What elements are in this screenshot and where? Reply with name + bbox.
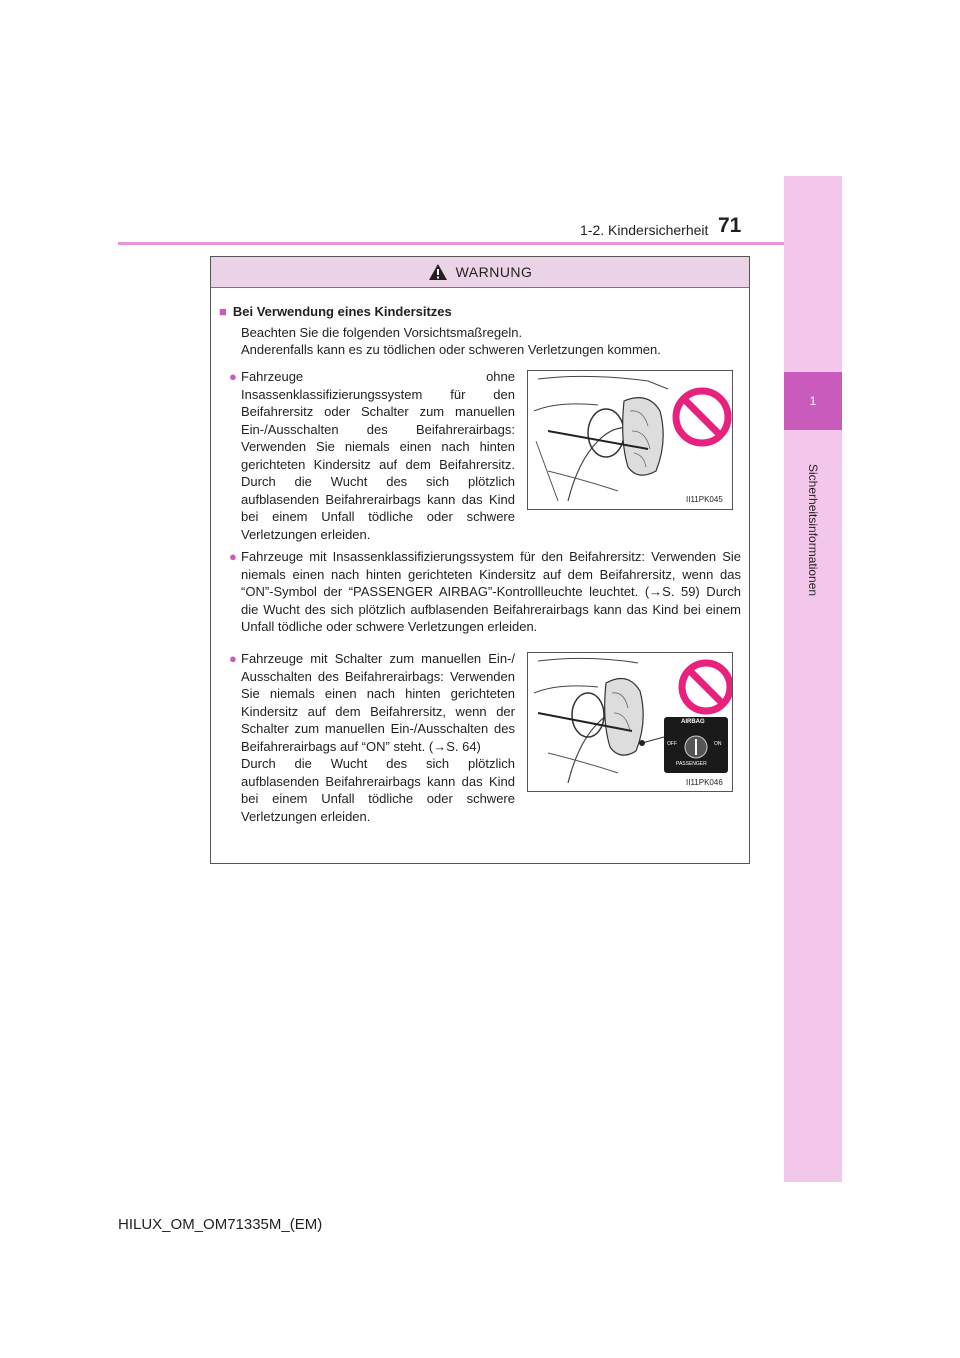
figure-airbag-with-switch: [527, 652, 733, 792]
figure-1-id: II11PK045: [686, 495, 723, 504]
item-2-text: Fahrzeuge mit Insassenklassifizierungssystem für den Beifahrersitz: Verwenden Sie niemals einen nach hinten gerichteten Kindersitz auf dem Beifahrersitz, wenn das “ON”-Symbol der “PASSENGER AIRBAG”-Kontrollleuchte leuchtet. (→S. 59) Durch die Wucht des sich plötzlich aufblasenden Beifahrerairbags kann das Kind bei einem Unfall tödliche oder schwere Verletzungen erleiden.: [241, 549, 741, 634]
list-item-3: [229, 650, 515, 825]
list-item-2: [229, 548, 741, 636]
switch-bottom-label: PASSENGER: [676, 761, 707, 767]
list-item-1: [229, 368, 515, 543]
warning-intro: [241, 324, 741, 358]
warning-header: [211, 257, 749, 288]
document-code: HILUX_OM_OM71335M_(EM): [118, 1216, 323, 1233]
bullet-icon: ●: [229, 369, 237, 384]
chapter-number-tab[interactable]: [784, 372, 842, 430]
intro-line-2: Anderenfalls kann es zu tödlichen oder schweren Verletzungen kommen.: [241, 342, 661, 357]
switch-title: AIRBAG: [681, 719, 705, 725]
switch-on-label: ON: [714, 741, 722, 747]
heading-text: Bei Verwendung eines Kindersitzes: [232, 304, 452, 319]
chapter-number: 1: [809, 394, 817, 408]
warning-box: [210, 256, 750, 864]
switch-off-label: OFF: [667, 741, 677, 747]
figure-airbag-no-switch: [527, 370, 733, 510]
bullet-icon: ●: [229, 549, 237, 564]
intro-line-1: Beachten Sie die folgenden Vorsichtsmaßregeln.: [241, 325, 523, 340]
header-rule: [118, 242, 784, 245]
airbag-illustration-1: [528, 371, 732, 509]
item-3-text-2: Durch die Wucht des sich plötzlich aufblasenden Beifahrerairbags kann das Kind bei einem Unfall tödliche oder schwere Verletzungen erleiden.: [241, 756, 515, 824]
item-3-text-1: Fahrzeuge mit Schalter zum manuellen Ein-/ Ausschalten des Beifahrerairbags: Verwenden Sie niemals einen nach hinten gerichteten Kindersitz auf dem Beifahrersitz, wenn der Schalter zum manuellen Ein-/Ausschalten des Beifahrerairbags auf “ON” steht. (→S. 64): [241, 651, 515, 754]
item-1-text: Fahrzeuge ohne Insassenklassifizierungssystem für den Beifahrersitz oder Schalter zum manuellen Ein-/Ausschalten des Beifahrerairbags: Verwenden Sie niemals einen nach hinten gerichteten Kindersitz auf dem Beifahrersitz. Durch die Wucht des sich plötzlich aufblasenden Beifahrerairbags kann das Kind bei einem Unfall tödliche oder schwere Verletzungen erleiden.: [241, 369, 515, 542]
warning-triangle-icon: [428, 263, 448, 281]
bullet-icon: ●: [229, 651, 237, 666]
heading-square-icon: ■: [219, 304, 227, 319]
warning-title: WARNUNG: [455, 264, 533, 280]
chapter-side-tab: [784, 176, 842, 1182]
chapter-title: Sicherheitsinformationen: [806, 463, 820, 597]
figure-2-id: II11PK046: [686, 778, 723, 787]
section-title: 1-2. Kindersicherheit: [580, 222, 709, 238]
warning-heading: [219, 304, 452, 319]
page-number: 71: [718, 214, 742, 237]
